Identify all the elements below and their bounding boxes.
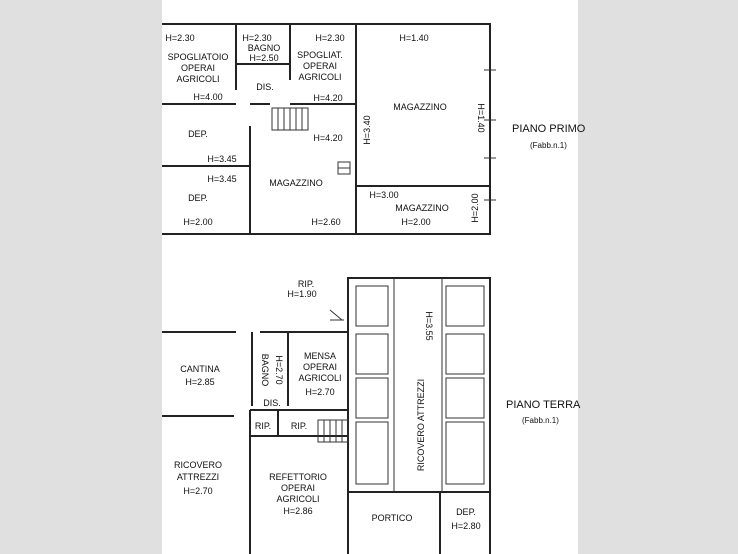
room-name: DEP.: [456, 507, 476, 517]
room-height: H=2.80: [451, 521, 481, 531]
upper-floor-title: PIANO PRIMO: [512, 123, 586, 135]
room-name: RICOVERO: [173, 460, 223, 470]
upper-floor-subtitle: (Fabb.n.1): [530, 141, 567, 150]
room-height: H=2.60: [311, 217, 341, 227]
room-name: OPERAI: [180, 63, 216, 73]
room-name: MENSA: [303, 351, 337, 361]
right-stalls: [446, 286, 484, 484]
room-height: H=2.50: [249, 53, 279, 63]
room-height: H=2.85: [185, 377, 215, 387]
room-name: DIS.: [263, 398, 281, 408]
room-name: SPOGLIAT.: [297, 50, 343, 60]
room-name: MAGAZZINO: [269, 178, 323, 188]
room-name: MAGAZZINO: [393, 102, 447, 112]
right-margin: [578, 0, 738, 554]
upper-stair-steps: [278, 108, 302, 130]
room-height: H=2.00: [401, 217, 431, 227]
floor-plan-drawing: [162, 0, 586, 554]
room-height: H=2.30: [315, 33, 345, 43]
room-name: MAGAZZINO: [395, 203, 449, 213]
room-name: RIP.: [297, 279, 315, 289]
room-name: OPERAI: [280, 483, 316, 493]
room-height: H=1.40: [399, 33, 429, 43]
room-name: OPERAI: [302, 362, 338, 372]
floor-plan-sheet: [162, 0, 586, 554]
room-name: BAGNO: [247, 43, 281, 53]
room-height: H=2.00: [470, 193, 480, 223]
room-name: RIP.: [254, 421, 272, 431]
upper-small-stairs: [338, 162, 350, 174]
room-name: AGRICOLI: [298, 72, 342, 82]
room-height: H=3.55: [424, 311, 434, 341]
left-margin: [0, 0, 162, 554]
room-height: H=3.40: [362, 115, 372, 145]
rip-door-swing: [330, 310, 344, 320]
left-stalls: [356, 286, 388, 484]
room-height: H=2.00: [183, 217, 213, 227]
room-name: RIP.: [290, 421, 308, 431]
room-height: H=2.70: [274, 355, 284, 385]
room-height: H=3.00: [369, 190, 399, 200]
room-height: H=2.30: [165, 33, 195, 43]
room-name: AGRICOLI: [298, 373, 342, 383]
ground-stairs: [318, 420, 348, 442]
room-name: DEP.: [188, 193, 208, 203]
room-height: H=4.00: [193, 92, 223, 102]
room-name: DIS.: [256, 82, 274, 92]
room-name: AGRICOLI: [176, 74, 220, 84]
room-name: OPERAI: [302, 61, 338, 71]
room-name: PORTICO: [371, 513, 413, 523]
room-name: CANTINA: [180, 364, 220, 374]
room-name: DEP.: [188, 129, 208, 139]
room-height: H=2.86: [283, 506, 313, 516]
room-name: SPOGLIATOIO: [167, 52, 229, 62]
room-height: H=2.30: [242, 33, 272, 43]
room-height: H=4.20: [313, 133, 343, 143]
room-height: H=4.20: [313, 93, 343, 103]
room-name: BAGNO: [260, 353, 270, 387]
ground-floor-plan: [162, 278, 490, 554]
room-height: H=1.90: [287, 289, 317, 299]
room-name: ATTREZZI: [176, 472, 220, 482]
room-name: AGRICOLI: [276, 494, 320, 504]
room-height: H=2.70: [305, 387, 335, 397]
room-name: REFETTORIO: [269, 472, 327, 482]
room-height: H=3.45: [207, 174, 237, 184]
room-height: H=3.45: [207, 154, 237, 164]
room-height: H=2.70: [183, 486, 213, 496]
room-height: H=1.40: [476, 103, 486, 133]
upper-floor-plan: [162, 24, 496, 234]
ground-floor-subtitle: (Fabb.n.1): [522, 416, 559, 425]
ground-floor-title: PIANO TERRA: [506, 399, 581, 411]
room-name: RICOVERO ATTREZZI: [416, 378, 426, 472]
